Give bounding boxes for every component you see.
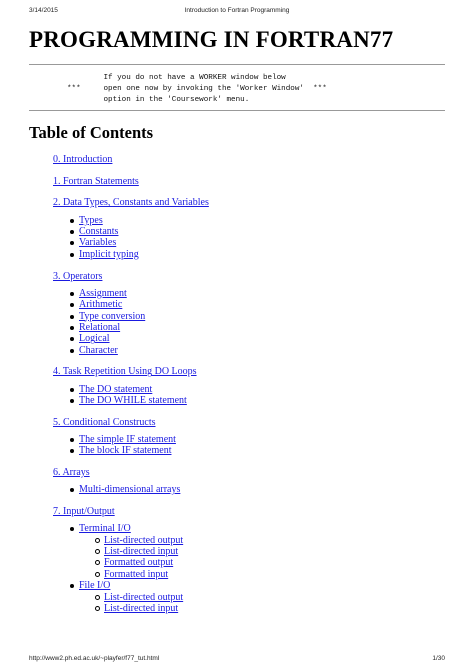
toc-link-file-io[interactable]: File I/O (79, 580, 111, 592)
page-title: PROGRAMMING IN FORTRAN77 (29, 27, 394, 52)
toc-nested-sublist (79, 592, 474, 615)
toc-link-terminal-list-directed-output[interactable]: List-directed output (104, 534, 184, 546)
toc-subitem (79, 384, 474, 395)
toc-link-terminal-list-directed-input[interactable]: List-directed input (104, 546, 179, 558)
page-number: 1/30 (432, 655, 445, 662)
toc-section (53, 417, 474, 428)
toc-section (53, 271, 474, 282)
toc-section (53, 176, 474, 187)
toc-link-file-list-directed-input[interactable]: List-directed input (104, 603, 179, 615)
toc-link-terminal-formatted-input[interactable]: Formatted input (104, 568, 169, 580)
toc-section (53, 366, 474, 377)
divider-top (29, 64, 445, 65)
toc-link-input-output[interactable]: 7. Input/Output (53, 506, 115, 517)
toc-link-arithmetic[interactable]: Arithmetic (79, 299, 123, 311)
toc-section (53, 467, 474, 478)
toc-subitem (79, 345, 474, 356)
toc-sublist (0, 523, 474, 614)
toc-sublist (0, 288, 474, 356)
toc-nested-item (104, 546, 474, 557)
toc-subitem (79, 445, 474, 456)
toc-subitem (79, 226, 474, 237)
toc-subitem (79, 523, 474, 580)
toc-link-character[interactable]: Character (79, 344, 118, 356)
toc-section (53, 197, 474, 208)
toc-nested-item (104, 592, 474, 603)
toc-sublist (0, 384, 474, 407)
toc-link-data-types[interactable]: 2. Data Types, Constants and Variables (53, 197, 209, 209)
toc-nested-item (104, 557, 474, 568)
toc-link-operators[interactable]: 3. Operators (53, 270, 103, 282)
toc-sublist (0, 434, 474, 457)
toc-subitem (79, 395, 474, 406)
toc-link-terminal-io[interactable]: Terminal I/O (79, 523, 131, 535)
worker-window-notice (67, 73, 327, 106)
table-of-contents (0, 154, 474, 625)
toc-link-multi-dimensional-arrays[interactable]: Multi-dimensional arrays (79, 484, 181, 496)
toc-link-variables[interactable]: Variables (79, 237, 117, 249)
toc-nested-item (104, 569, 474, 580)
print-title: Introduction to Fortran Programming (184, 7, 290, 14)
print-date: 3/14/2015 (29, 7, 58, 14)
toc-link-terminal-formatted-output[interactable]: Formatted output (104, 557, 174, 569)
toc-link-do-loops[interactable]: 4. Task Repetition Using DO Loops (53, 366, 197, 378)
notice-line-1: If you do not have a WORKER window below (67, 74, 286, 82)
toc-nested-item (104, 603, 474, 614)
toc-link-constants[interactable]: Constants (79, 226, 119, 238)
toc-link-assignment[interactable]: Assignment (79, 287, 127, 299)
toc-subitem (79, 311, 474, 322)
toc-link-file-list-directed-output[interactable]: List-directed output (104, 591, 184, 603)
toc-link-simple-if[interactable]: The simple IF statement (79, 433, 176, 445)
toc-subitem (79, 288, 474, 299)
divider-bottom (29, 110, 445, 111)
toc-subitem (79, 215, 474, 226)
toc-subitem (79, 237, 474, 248)
toc-subitem (79, 299, 474, 310)
toc-link-conditional-constructs[interactable]: 5. Conditional Constructs (53, 416, 156, 428)
toc-sublist (0, 215, 474, 261)
notice-line-3: option in the 'Coursework' menu. (67, 96, 250, 104)
toc-link-do-while-statement[interactable]: The DO WHILE statement (79, 395, 187, 407)
toc-subitem (79, 333, 474, 344)
toc-subitem (79, 484, 474, 495)
toc-sublist (0, 484, 474, 495)
toc-link-arrays[interactable]: 6. Arrays (53, 467, 90, 479)
toc-section (53, 506, 474, 517)
toc-link-block-if[interactable]: The block IF statement (79, 445, 172, 457)
toc-subitem (79, 322, 474, 333)
toc-link-type-conversion[interactable]: Type conversion (79, 310, 146, 322)
toc-nested-sublist (79, 535, 474, 581)
toc-link-relational[interactable]: Relational (79, 321, 121, 333)
notice-line-2: *** open one now by invoking the 'Worker Window' *** (67, 85, 327, 93)
toc-link-introduction[interactable]: 0. Introduction (53, 154, 113, 165)
toc-heading: Table of Contents (29, 123, 154, 142)
toc-section (53, 154, 474, 165)
toc-subitem (79, 249, 474, 260)
toc-link-fortran-statements[interactable]: 1. Fortran Statements (53, 175, 139, 187)
toc-subitem (79, 580, 474, 614)
toc-link-implicit-typing[interactable]: Implicit typing (79, 248, 139, 260)
toc-link-logical[interactable]: Logical (79, 333, 110, 345)
toc-subitem (79, 434, 474, 445)
toc-link-types[interactable]: Types (79, 214, 103, 226)
toc-nested-item (104, 535, 474, 546)
toc-link-do-statement[interactable]: The DO statement (79, 383, 153, 395)
print-url: http://www2.ph.ed.ac.uk/~playfer/f77_tut.html (29, 655, 160, 662)
